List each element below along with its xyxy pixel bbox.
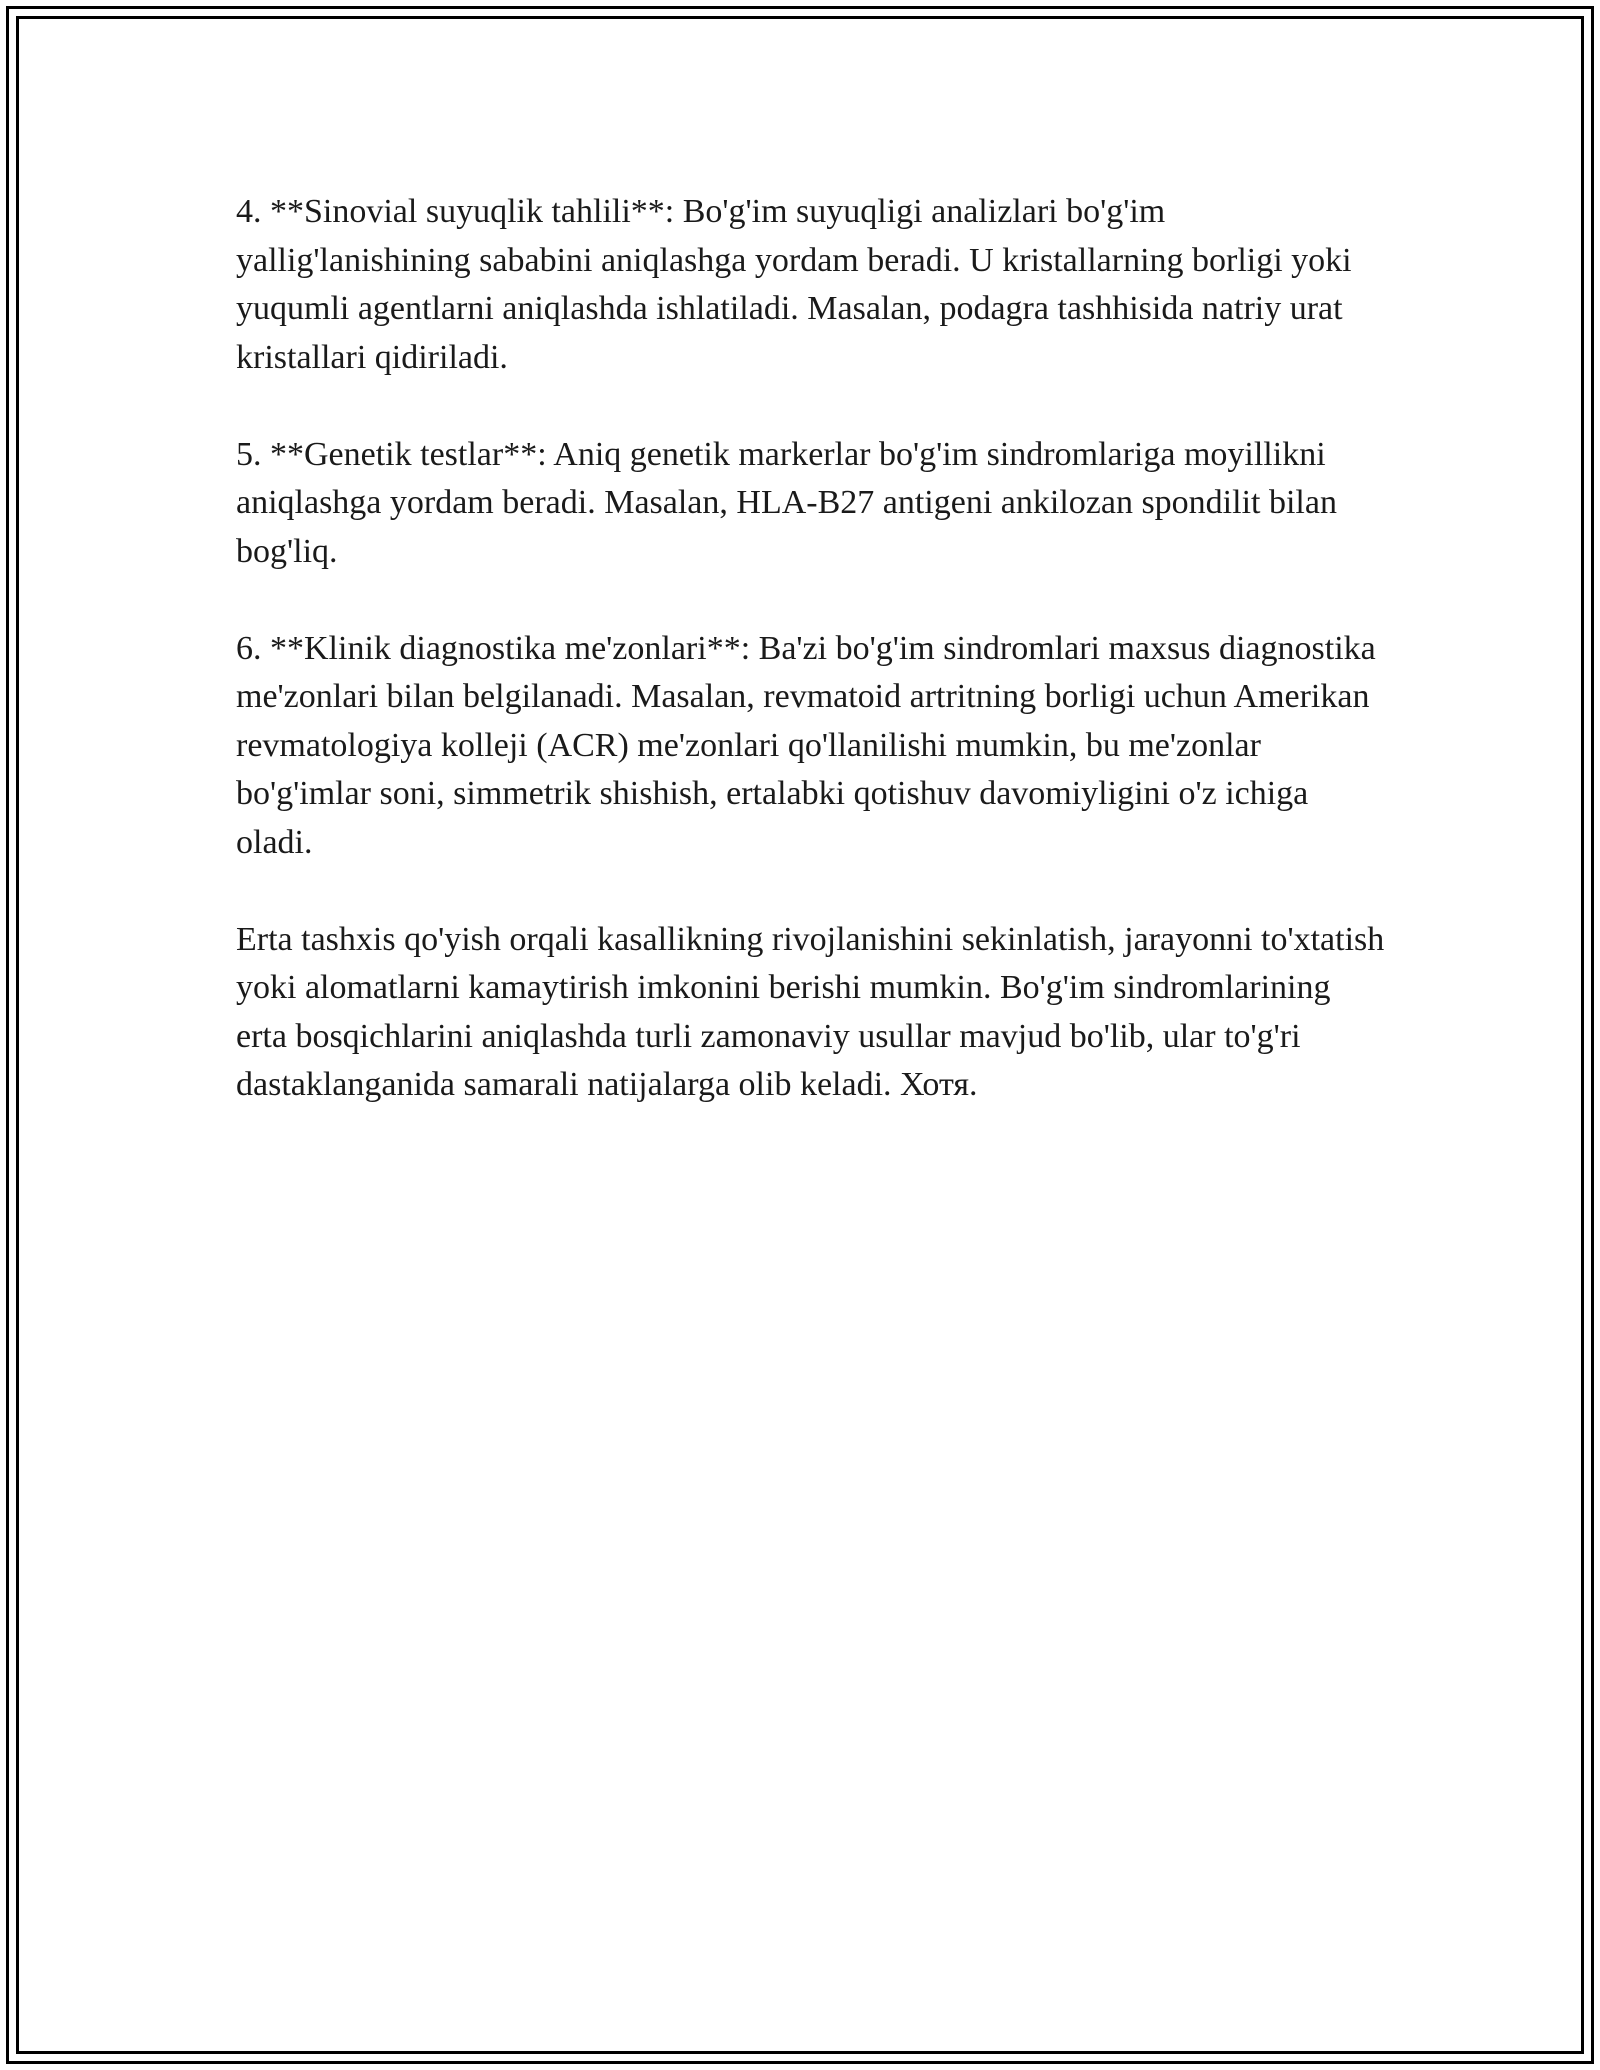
paragraph-synovial-fluid-analysis: 4. **Sinovial suyuqlik tahlili**: Bo'g'im suyuqligi analizlari bo'g'im yallig'lanishining sababini aniqlashga yordam beradi. U kristallarning borligi yoki yuqumli agentlarni aniqlashda ishlatiladi. Masalan, podagra tashhisida natriy urat kristallari qidiriladi. — [236, 193, 1352, 376]
document-body — [236, 188, 1386, 1110]
paragraph-early-diagnosis-conclusion: Erta tashxis qo'yish orqali kasallikning rivojlanishini sekinlatish, jarayonni to'xtatish yoki alomatlarni kamaytirish imkonini berishi mumkin. Bo'g'im sindromlarining erta bosqichlarini aniqlashda turli zamonaviy usullar mavjud bo'lib, ular to'g'ri dastaklanganida samarali natijalarga olib keladi. Хотя. — [236, 920, 1385, 1103]
paragraph-clinical-criteria: 6. **Klinik diagnostika me'zonlari**: Ba'zi bo'g'im sindromlari maxsus diagnostika me'zonlari bilan belgilanadi. Masalan, revmatoid artritning borligi uchun Amerikan revmatologiya kolleji (ACR) me'zonlari qo'llanilishi mumkin, bu me'zonlar bo'g'imlar soni, simmetrik shishish, ertalabki qotishuv davomiyligini o'z ichiga oladi. — [236, 629, 1376, 861]
paragraph-genetic-tests: 5. **Genetik testlar**: Aniq genetik markerlar bo'g'im sindromlariga moyillikni aniqlashga yordam beradi. Masalan, HLA-B27 antigeni ankilozan spondilit bilan bog'liq. — [236, 435, 1337, 570]
